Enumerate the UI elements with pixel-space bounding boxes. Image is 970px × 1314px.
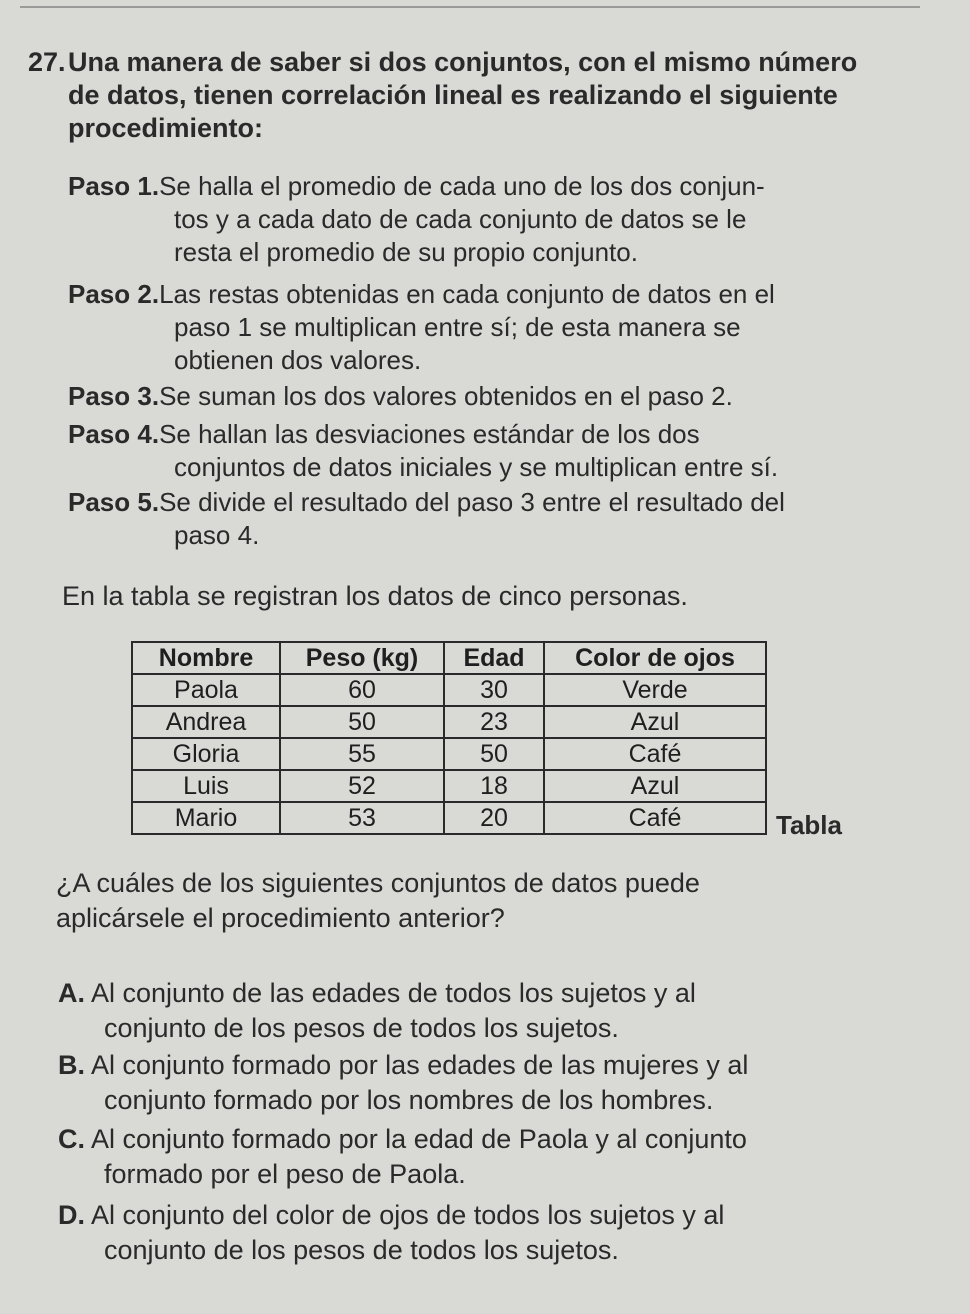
header-cell: Nombre bbox=[132, 642, 280, 674]
step-line: obtienen dos valores. bbox=[174, 345, 422, 375]
table-row bbox=[132, 802, 766, 834]
table-cell: Café bbox=[544, 738, 766, 770]
step-5 bbox=[68, 486, 928, 552]
step-1 bbox=[68, 170, 928, 269]
question-statement bbox=[68, 46, 938, 145]
step-line: Se hallan las desviaciones estándar de los dos bbox=[159, 419, 700, 449]
step-line: resta el promedio de su propio conjunto. bbox=[174, 237, 638, 267]
table-cell: Café bbox=[544, 802, 766, 834]
question-line: Una manera de saber si dos conjuntos, con el mismo número bbox=[68, 47, 858, 77]
step-line: tos y a cada dato de cada conjunto de datos se le bbox=[174, 204, 747, 234]
step-label: Paso 5. bbox=[68, 487, 160, 517]
table-row bbox=[132, 770, 766, 802]
table-cell: Azul bbox=[544, 706, 766, 738]
step-line: Las restas obtenidas en cada conjunto de datos en el bbox=[159, 279, 775, 309]
table-cell: 53 bbox=[280, 802, 444, 834]
option-letter: A. bbox=[58, 978, 85, 1008]
data-table bbox=[131, 641, 767, 835]
option-line: conjunto de los pesos de todos los sujetos. bbox=[104, 1013, 619, 1043]
question-line: de datos, tienen correlación lineal es realizando el siguiente bbox=[68, 80, 838, 110]
option-line: Al conjunto formado por la edad de Paola y al conjunto bbox=[91, 1124, 747, 1154]
step-line: Se halla el promedio de cada uno de los dos conjun- bbox=[159, 171, 765, 201]
table-cell: 55 bbox=[280, 738, 444, 770]
option-b[interactable] bbox=[58, 1048, 942, 1118]
table-cell: 60 bbox=[280, 674, 444, 706]
table-cell: Gloria bbox=[132, 738, 280, 770]
option-letter: C. bbox=[58, 1124, 85, 1154]
table-cell: Verde bbox=[544, 674, 766, 706]
step-4 bbox=[68, 418, 928, 484]
step-2 bbox=[68, 278, 928, 377]
option-letter: B. bbox=[58, 1050, 85, 1080]
table-row bbox=[132, 706, 766, 738]
step-line: Se suman los dos valores obtenidos en el paso 2. bbox=[159, 381, 733, 411]
table-cell: 30 bbox=[444, 674, 544, 706]
step-line: paso 1 se multiplican entre sí; de esta manera se bbox=[174, 312, 741, 342]
step-line: paso 4. bbox=[174, 520, 260, 550]
table-header-row bbox=[132, 642, 766, 674]
top-divider bbox=[20, 6, 920, 8]
option-c[interactable] bbox=[58, 1122, 942, 1192]
table-row bbox=[132, 674, 766, 706]
table-caption: Tabla bbox=[776, 810, 842, 840]
question-line: procedimiento: bbox=[68, 113, 264, 143]
header-cell: Peso (kg) bbox=[280, 642, 444, 674]
option-line: Al conjunto formado por las edades de las mujeres y al bbox=[91, 1050, 749, 1080]
step-3 bbox=[68, 380, 928, 413]
table-cell: Andrea bbox=[132, 706, 280, 738]
table-cell: Paola bbox=[132, 674, 280, 706]
table-row bbox=[132, 738, 766, 770]
step-label: Paso 1. bbox=[68, 171, 160, 201]
table-cell: 50 bbox=[280, 706, 444, 738]
step-label: Paso 2. bbox=[68, 279, 160, 309]
option-d[interactable] bbox=[58, 1198, 942, 1268]
step-line: Se divide el resultado del paso 3 entre el resultado del bbox=[159, 487, 785, 517]
step-label: Paso 3. bbox=[68, 381, 160, 411]
table-cell: 18 bbox=[444, 770, 544, 802]
option-letter: D. bbox=[58, 1200, 85, 1230]
table-cell: 23 bbox=[444, 706, 544, 738]
table-cell: Azul bbox=[544, 770, 766, 802]
table-intro: En la tabla se registran los datos de cinco personas. bbox=[62, 581, 688, 611]
header-cell: Color de ojos bbox=[544, 642, 766, 674]
table-cell: Luis bbox=[132, 770, 280, 802]
option-a[interactable] bbox=[58, 976, 942, 1046]
option-line: conjunto formado por los nombres de los hombres. bbox=[104, 1085, 714, 1115]
step-label: Paso 4. bbox=[68, 419, 160, 449]
option-line: Al conjunto del color de ojos de todos los sujetos y al bbox=[91, 1200, 725, 1230]
prompt-line: ¿A cuáles de los siguientes conjuntos de datos puede bbox=[56, 868, 700, 898]
header-cell: Edad bbox=[444, 642, 544, 674]
table-cell: 52 bbox=[280, 770, 444, 802]
step-line: conjuntos de datos iniciales y se multiplican entre sí. bbox=[174, 452, 779, 482]
question-number: 27. bbox=[28, 47, 66, 77]
prompt-line: aplicársele el procedimiento anterior? bbox=[56, 903, 505, 933]
question-prompt bbox=[56, 866, 936, 936]
option-line: conjunto de los pesos de todos los sujetos. bbox=[104, 1235, 619, 1265]
table-cell: 20 bbox=[444, 802, 544, 834]
table-cell: 50 bbox=[444, 738, 544, 770]
option-line: Al conjunto de las edades de todos los sujetos y al bbox=[91, 978, 696, 1008]
table-cell: Mario bbox=[132, 802, 280, 834]
option-line: formado por el peso de Paola. bbox=[104, 1159, 466, 1189]
